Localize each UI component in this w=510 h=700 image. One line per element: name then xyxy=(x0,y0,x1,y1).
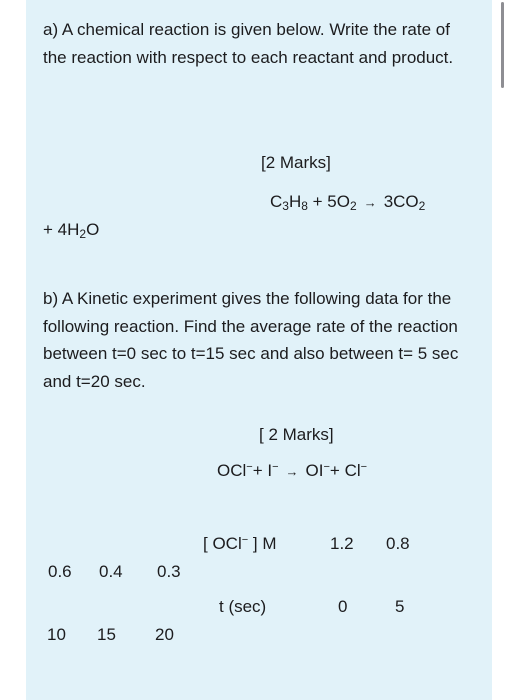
time-value: 5 xyxy=(395,597,405,616)
reaction-arrow: → xyxy=(285,464,299,479)
time-label: t (sec) xyxy=(219,597,267,616)
conc-value: 1.2 xyxy=(330,534,354,553)
part-a-equation-line1: $C_3H_8 + 5O_2 \to 3CO_2$ xyxy=(270,192,426,213)
time-value: 15 xyxy=(97,625,116,644)
part-b-reaction: OCl−+ I− → OI−+ Cl− xyxy=(217,461,368,480)
part-a-equation-line2: + $4H_2O$ xyxy=(43,220,100,241)
part-a-marks: [2 Marks] xyxy=(261,153,331,172)
conc-label: [ OCl− ] M xyxy=(203,534,277,553)
time-value: 10 xyxy=(47,625,66,644)
reaction-arrow: → xyxy=(363,195,377,210)
part-b-question: b) A Kinetic experiment gives the following data for the following reaction. Find the average rate of the reaction between t=0 sec to t=15 sec and also between t= 5 sec and t=20 sec. xyxy=(43,289,459,391)
time-value: 20 xyxy=(155,625,174,644)
conc-value: 0.6 xyxy=(48,562,72,581)
part-b-marks: [ 2 Marks] xyxy=(259,425,334,444)
scrollbar[interactable] xyxy=(501,2,504,88)
part-a-question: a) A chemical reaction is given below. Write the rate of the reaction with respect to each reactant and product. xyxy=(43,20,454,67)
conc-value: 0.8 xyxy=(386,534,410,553)
time-value: 0 xyxy=(338,597,348,616)
conc-value: 0.3 xyxy=(157,562,181,581)
conc-value: 0.4 xyxy=(99,562,123,581)
